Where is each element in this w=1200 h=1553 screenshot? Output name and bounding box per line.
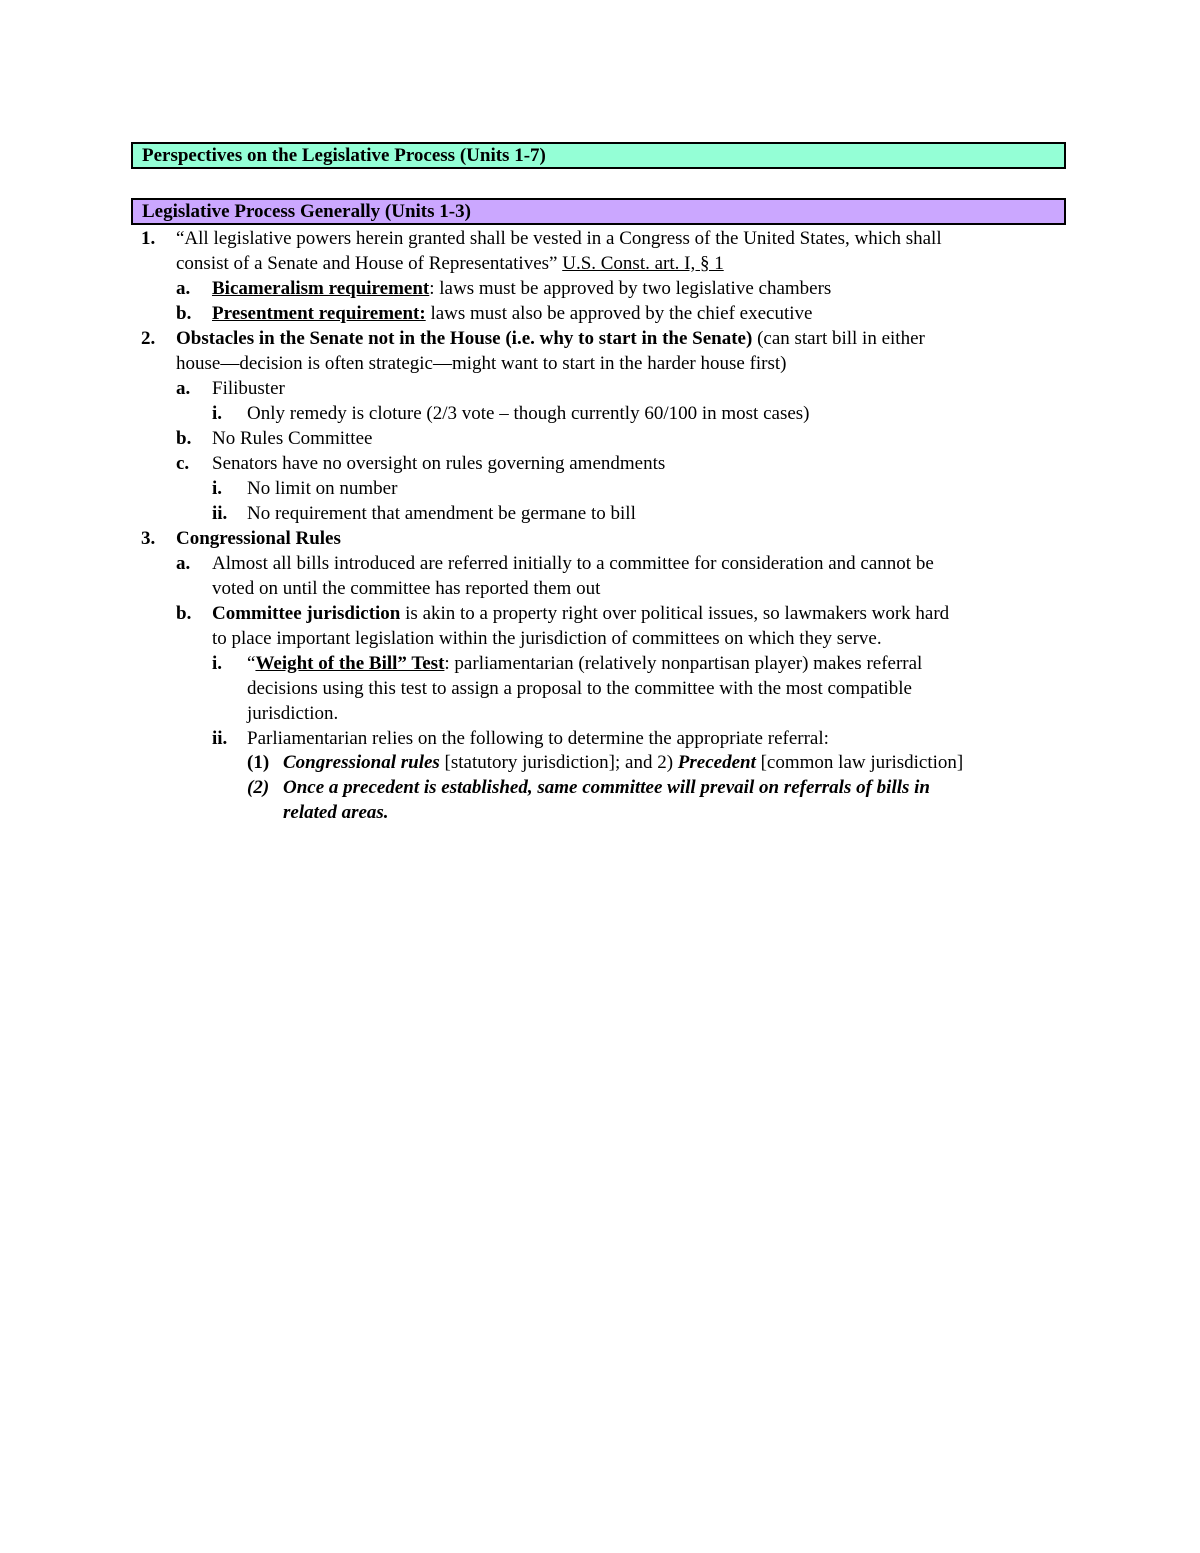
statutory-jurisdiction-text: [statutory jurisdiction]; and 2) — [439, 752, 678, 773]
item-3b-line-1 — [212, 602, 949, 627]
item-3b-ii-2-line-1: Once a precedent is established, same committee will prevail on referrals of bills in — [283, 777, 931, 798]
item-3a-letter: a. — [176, 553, 191, 574]
item-3b-line-2: to place important legislation within the jurisdiction of committees on which they serve. — [212, 628, 882, 649]
presentment-desc: laws must also be approved by the chief executive — [425, 303, 813, 324]
item-1-quote-line-1: “All legislative powers herein granted shall be vested in a Congress of the United States, which shall — [176, 228, 942, 249]
item-1b-letter: b. — [176, 303, 192, 324]
senate-obstacles-paren: (can start bill in either — [752, 328, 925, 349]
item-2c-i-numeral: i. — [212, 478, 223, 499]
precedent-term: Precedent — [677, 752, 756, 773]
congressional-rules-term: Congressional rules — [283, 752, 440, 773]
item-1-quote-line-2 — [176, 252, 724, 277]
bicameralism-term: Bicameralism requirement — [212, 278, 430, 299]
weight-of-bill-desc: : parliamentarian (relatively nonpartisan player) makes referral — [444, 653, 923, 674]
item-3b-i-line-3: jurisdiction. — [247, 703, 339, 724]
item-3-heading: Congressional Rules — [176, 528, 341, 549]
item-3b-ii-2-number: (2) — [247, 777, 270, 798]
item-3b-i-line-2: decisions using this test to assign a proposal to the committee with the most compatible — [247, 678, 912, 699]
item-2-line-1 — [176, 327, 925, 352]
item-2c-i-text: No limit on number — [247, 478, 398, 499]
item-2b-letter: b. — [176, 428, 192, 449]
item-2c-text: Senators have no oversight on rules governing amendments — [212, 453, 666, 474]
presentment-term: Presentment requirement: — [212, 303, 426, 324]
item-2a-text: Filibuster — [212, 378, 285, 399]
weight-of-bill-term: Weight of the Bill” Test — [255, 653, 445, 674]
quote-text: consist of a Senate and House of Representatives” — [176, 253, 558, 274]
senate-obstacles-heading: Obstacles in the Senate not in the House (i.e. why to start in the Senate) — [176, 328, 753, 349]
item-2-line-2: house—decision is often strategic—might want to start in the harder house first) — [176, 353, 787, 374]
item-1b-text — [212, 302, 812, 327]
common-law-jurisdiction-text: [common law jurisdiction] — [755, 752, 964, 773]
item-1-number: 1. — [141, 228, 156, 249]
committee-jurisdiction-desc: is akin to a property right over political issues, so lawmakers work hard — [400, 603, 950, 624]
item-2a-i-text: Only remedy is cloture (2/3 vote – though currently 60/100 in most cases) — [247, 403, 810, 424]
bicameralism-desc: : laws must be approved by two legislative chambers — [429, 278, 832, 299]
item-3-number: 3. — [141, 528, 156, 549]
constitution-citation: U.S. Const. art. I, § 1 — [562, 253, 724, 274]
item-1a-text — [212, 277, 831, 302]
item-2c-ii-numeral: ii. — [212, 503, 228, 524]
item-3b-ii-1-number: (1) — [247, 752, 270, 773]
subsection-header: Legislative Process Generally (Units 1-3) — [131, 198, 1066, 225]
item-2b-text: No Rules Committee — [212, 428, 373, 449]
item-3b-i-numeral: i. — [212, 653, 223, 674]
item-3b-ii-numeral: ii. — [212, 728, 228, 749]
open-quote: “ — [247, 653, 256, 674]
item-2a-i-numeral: i. — [212, 403, 223, 424]
item-3a-line-1: Almost all bills introduced are referred initially to a committee for consideration and cannot be — [212, 553, 934, 574]
item-3b-i-line-1 — [247, 652, 922, 677]
item-3b-letter: b. — [176, 603, 192, 624]
committee-jurisdiction-term: Committee jurisdiction — [212, 603, 401, 624]
item-3a-line-2: voted on until the committee has reported them out — [212, 578, 601, 599]
item-2c-ii-text: No requirement that amendment be germane to bill — [247, 503, 636, 524]
item-2c-letter: c. — [176, 453, 190, 474]
item-2a-letter: a. — [176, 378, 191, 399]
item-3b-ii-2-line-2: related areas. — [283, 802, 389, 823]
item-1a-letter: a. — [176, 278, 191, 299]
item-2-number: 2. — [141, 328, 156, 349]
item-3b-ii-1-text — [283, 751, 963, 776]
item-3b-ii-text: Parliamentarian relies on the following to determine the appropriate referral: — [247, 728, 829, 749]
section-header: Perspectives on the Legislative Process (Units 1-7) — [131, 142, 1066, 169]
